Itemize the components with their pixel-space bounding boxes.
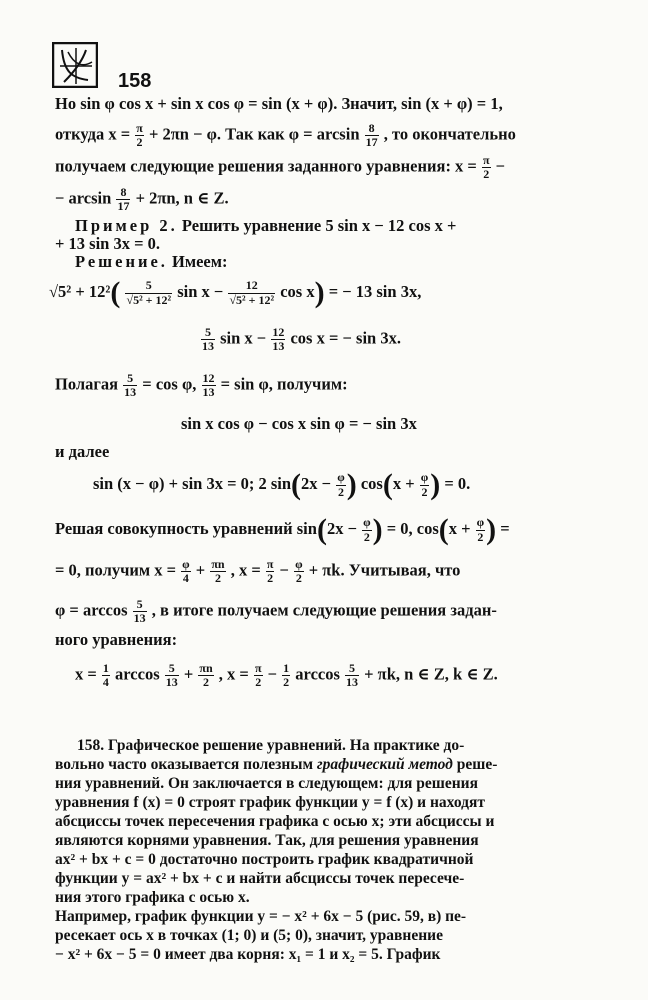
text-fragment: cos	[360, 473, 383, 493]
text-fragment: 2x −	[301, 473, 332, 493]
numerator: 1	[283, 661, 290, 675]
numerator: φ	[476, 515, 485, 530]
text-fragment: = sin φ, получим:	[220, 374, 348, 394]
text-fragment: φ = arccos	[55, 600, 128, 620]
text-fragment: = 0, cos	[386, 518, 439, 538]
numerator: πn	[211, 557, 225, 571]
text-fragment: − arcsin	[55, 188, 112, 208]
text-line-res2	[55, 558, 460, 585]
fraction	[228, 279, 275, 306]
text-fragment: arccos	[115, 664, 160, 684]
fraction	[210, 558, 225, 585]
section-row: являются корнями уравнения. Так, для решения уравнения	[55, 832, 479, 849]
page-number: 158	[118, 70, 152, 92]
equation-2	[200, 326, 401, 353]
text-fragment: вольно часто оказывается полезным	[55, 756, 317, 773]
fraction	[365, 122, 379, 149]
fraction	[294, 558, 304, 585]
emphasis: графический метод	[316, 756, 453, 773]
text-fragment: получаем следующие решения заданного уравнения: x =	[55, 156, 477, 176]
numerator: 5	[125, 279, 172, 293]
denominator: 2	[267, 571, 274, 586]
text-line-dalee: и далее	[55, 442, 110, 461]
text-fragment: Решить уравнение 5 sin x − 12 cos x +	[181, 216, 457, 235]
text-fragment: На практике до-	[345, 737, 465, 754]
denominator: 2	[337, 484, 344, 499]
denominator: 13	[202, 339, 214, 354]
text-fragment: реше-	[452, 756, 498, 773]
graph-emblem-icon	[52, 42, 98, 88]
text-fragment: √5² + 12²	[49, 281, 111, 301]
text-line-res1: Решая совокупность уравнений sin(2x − $\frac{\varphi}{2}$ ) = 0, cos(x + $\frac{\varphi}{2}$ ) =	[55, 513, 510, 546]
numerator: 8	[365, 122, 379, 136]
text-fragment: cos x = − sin 3x.	[290, 328, 401, 348]
section-row: функции y = ax² + bx + c и найти абсциссы точек пересече-	[55, 870, 465, 887]
text-fragment: откуда x =	[55, 124, 131, 144]
numerator: π	[136, 121, 143, 135]
example-label: Пример 2.	[75, 216, 178, 235]
text-fragment: arccos	[295, 664, 340, 684]
example-heading	[75, 216, 456, 236]
numerator: φ	[295, 557, 303, 571]
fraction	[198, 662, 213, 689]
text-fragment: , в итоге получаем следующие решения задан-	[151, 600, 497, 620]
numerator: φ	[182, 557, 190, 571]
text-fragment: Полагая	[55, 374, 119, 394]
numerator: π	[482, 153, 490, 167]
text-line-2	[55, 122, 516, 149]
fraction	[165, 662, 179, 689]
denominator: 2	[421, 484, 428, 499]
text-fragment: x =	[75, 664, 97, 684]
text-fragment: Имеем:	[172, 252, 228, 271]
equation-3: sin x cos φ − cos x sin φ = − sin 3x	[181, 414, 417, 433]
text-fragment: −	[495, 156, 506, 176]
denominator: 13	[133, 611, 146, 626]
numerator: φ	[420, 470, 429, 485]
text-fragment: sin x −	[220, 328, 267, 348]
denominator: 2	[255, 675, 262, 690]
text-fragment: −	[279, 560, 289, 580]
numerator: 5	[201, 326, 215, 340]
text-fragment: sin x −	[177, 281, 224, 301]
fraction	[482, 154, 491, 181]
denominator: 2	[477, 529, 484, 544]
text-fragment: −	[267, 664, 278, 684]
numerator: π	[254, 661, 262, 675]
text-fragment: 2x −	[326, 518, 357, 538]
denominator: 13	[202, 385, 215, 400]
fraction	[476, 516, 486, 543]
denominator: 13	[165, 675, 178, 690]
denominator: 2	[214, 571, 221, 586]
denominator: 17	[117, 199, 130, 214]
numerator: π	[266, 557, 274, 571]
denominator: 2	[283, 675, 290, 690]
denominator: 13	[124, 385, 137, 400]
fraction	[102, 662, 110, 689]
text-line-res4: ного уравнения:	[55, 630, 178, 649]
text-fragment: sin (x − φ) + sin 3x = 0; 2 sin	[93, 473, 292, 493]
denominator: √5² + 12²	[126, 292, 172, 307]
fraction	[133, 598, 147, 625]
section-row: уравнения f (x) = 0 строят график функции y = f (x) и находят	[55, 794, 485, 811]
text-line-1: Но sin φ cos x + sin x cos φ = sin (x + φ). Значит, sin (x + φ) = 1,	[55, 94, 503, 113]
section-row: абсциссы точек пересечения графика с осью x; эти абсциссы и	[55, 813, 495, 830]
text-fragment: = − 13 sin 3x,	[328, 281, 422, 301]
numerator: 5	[345, 662, 359, 676]
equation-1: √5² + 12²( $\frac{5}{\text{√5² + 12²}}$ sin x − $\frac{12}{\text{√5² + 12²}}$ cos x) = − 13 sin 3x,	[49, 276, 422, 309]
text-fragment: , x =	[230, 560, 261, 580]
section-row	[55, 755, 600, 774]
denominator: √5² + 12²	[229, 292, 275, 307]
numerator: 5	[123, 372, 137, 386]
numerator: 12	[272, 325, 285, 339]
text-fragment: +	[183, 664, 194, 684]
denominator: 4	[102, 675, 109, 690]
book-logo	[52, 42, 98, 88]
denominator: 17	[365, 135, 378, 150]
fraction	[123, 372, 137, 399]
text-fragment: +	[195, 560, 206, 580]
fraction	[202, 372, 216, 399]
section-row	[55, 736, 600, 755]
numerator: 5	[133, 598, 147, 612]
section-title: 158. Графическое решение уравнений.	[77, 737, 346, 754]
denominator: 2	[295, 571, 302, 586]
text-fragment: , то окончательно	[383, 124, 516, 144]
fraction	[254, 662, 263, 689]
section-row: ния этого графика с осью x.	[55, 889, 250, 906]
section-row: ния уравнений. Он заключается в следующем: для решения	[55, 775, 479, 792]
text-fragment: = 0.	[444, 473, 471, 493]
section-row: ax² + bx + c = 0 достаточно построить график квадратичной	[55, 851, 474, 868]
denominator: 13	[346, 675, 359, 690]
numerator: 1	[102, 661, 109, 675]
text-line-res3	[55, 598, 497, 625]
numerator: πn	[199, 661, 213, 675]
denominator: 2	[136, 135, 143, 150]
solution-heading	[75, 252, 228, 272]
text-line-pol	[55, 372, 348, 399]
final-equation	[75, 662, 498, 689]
numerator: 8	[116, 186, 130, 200]
text-fragment: + 2πn − φ. Так как φ = arcsin	[148, 124, 360, 144]
text-line-3	[55, 154, 505, 181]
denominator: 2	[363, 529, 370, 544]
solution-label: Решение.	[75, 252, 168, 271]
text-fragment: + πk, n ∈ Z, k ∈ Z.	[364, 664, 498, 684]
text-fragment: x +	[448, 518, 471, 538]
fraction	[266, 558, 275, 585]
text-fragment: cos x	[280, 281, 315, 301]
text-fragment: Решая совокупность уравнений sin	[55, 518, 317, 538]
denominator: 2	[203, 675, 210, 690]
numerator: 12	[228, 279, 275, 293]
text-fragment: , x =	[218, 664, 249, 684]
text-fragment: + πk. Учитывая, что	[308, 560, 461, 580]
text-fragment: =	[500, 518, 510, 538]
equation-4: sin (x − φ) + sin 3x = 0; 2 sin(2x − $\frac{\varphi}{2}$ ) cos(x + $\frac{\varphi}{2}$ ) = 0.	[93, 468, 471, 501]
text-line-4	[55, 186, 229, 213]
section-row: ресекает ось x в точках (1; 0) и (5; 0), значит, уравнение	[55, 927, 443, 944]
section-row: Например, график функции y = − x² + 6x − 5 (рис. 59, в) пе-	[55, 908, 467, 925]
fraction	[345, 662, 359, 689]
text-fragment: = 0, получим x =	[55, 560, 177, 580]
denominator: 13	[272, 339, 285, 354]
numerator: φ	[363, 515, 371, 530]
fraction	[362, 516, 372, 543]
text-fragment: + 2πn, n ∈ Z.	[135, 188, 229, 208]
denominator: 4	[182, 571, 189, 586]
fraction	[125, 279, 172, 306]
fraction	[181, 558, 191, 585]
numerator: φ	[337, 470, 345, 485]
fraction	[282, 662, 290, 689]
fraction	[201, 326, 215, 353]
fraction	[116, 186, 130, 213]
numerator: 5	[165, 662, 179, 676]
fraction	[420, 471, 430, 498]
text-fragment: = cos φ,	[142, 374, 197, 394]
section-158	[55, 736, 600, 964]
fraction	[336, 471, 346, 498]
text-fragment: x +	[392, 473, 415, 493]
fraction	[271, 326, 285, 353]
fraction	[135, 122, 144, 149]
numerator: 12	[202, 371, 215, 385]
section-row: − x² + 6x − 5 = 0 имеет два корня: x₁ = 1 и x₂ = 5. График	[55, 946, 441, 963]
denominator: 2	[483, 167, 490, 182]
text-line-ex2: + 13 sin 3x = 0.	[55, 234, 160, 253]
